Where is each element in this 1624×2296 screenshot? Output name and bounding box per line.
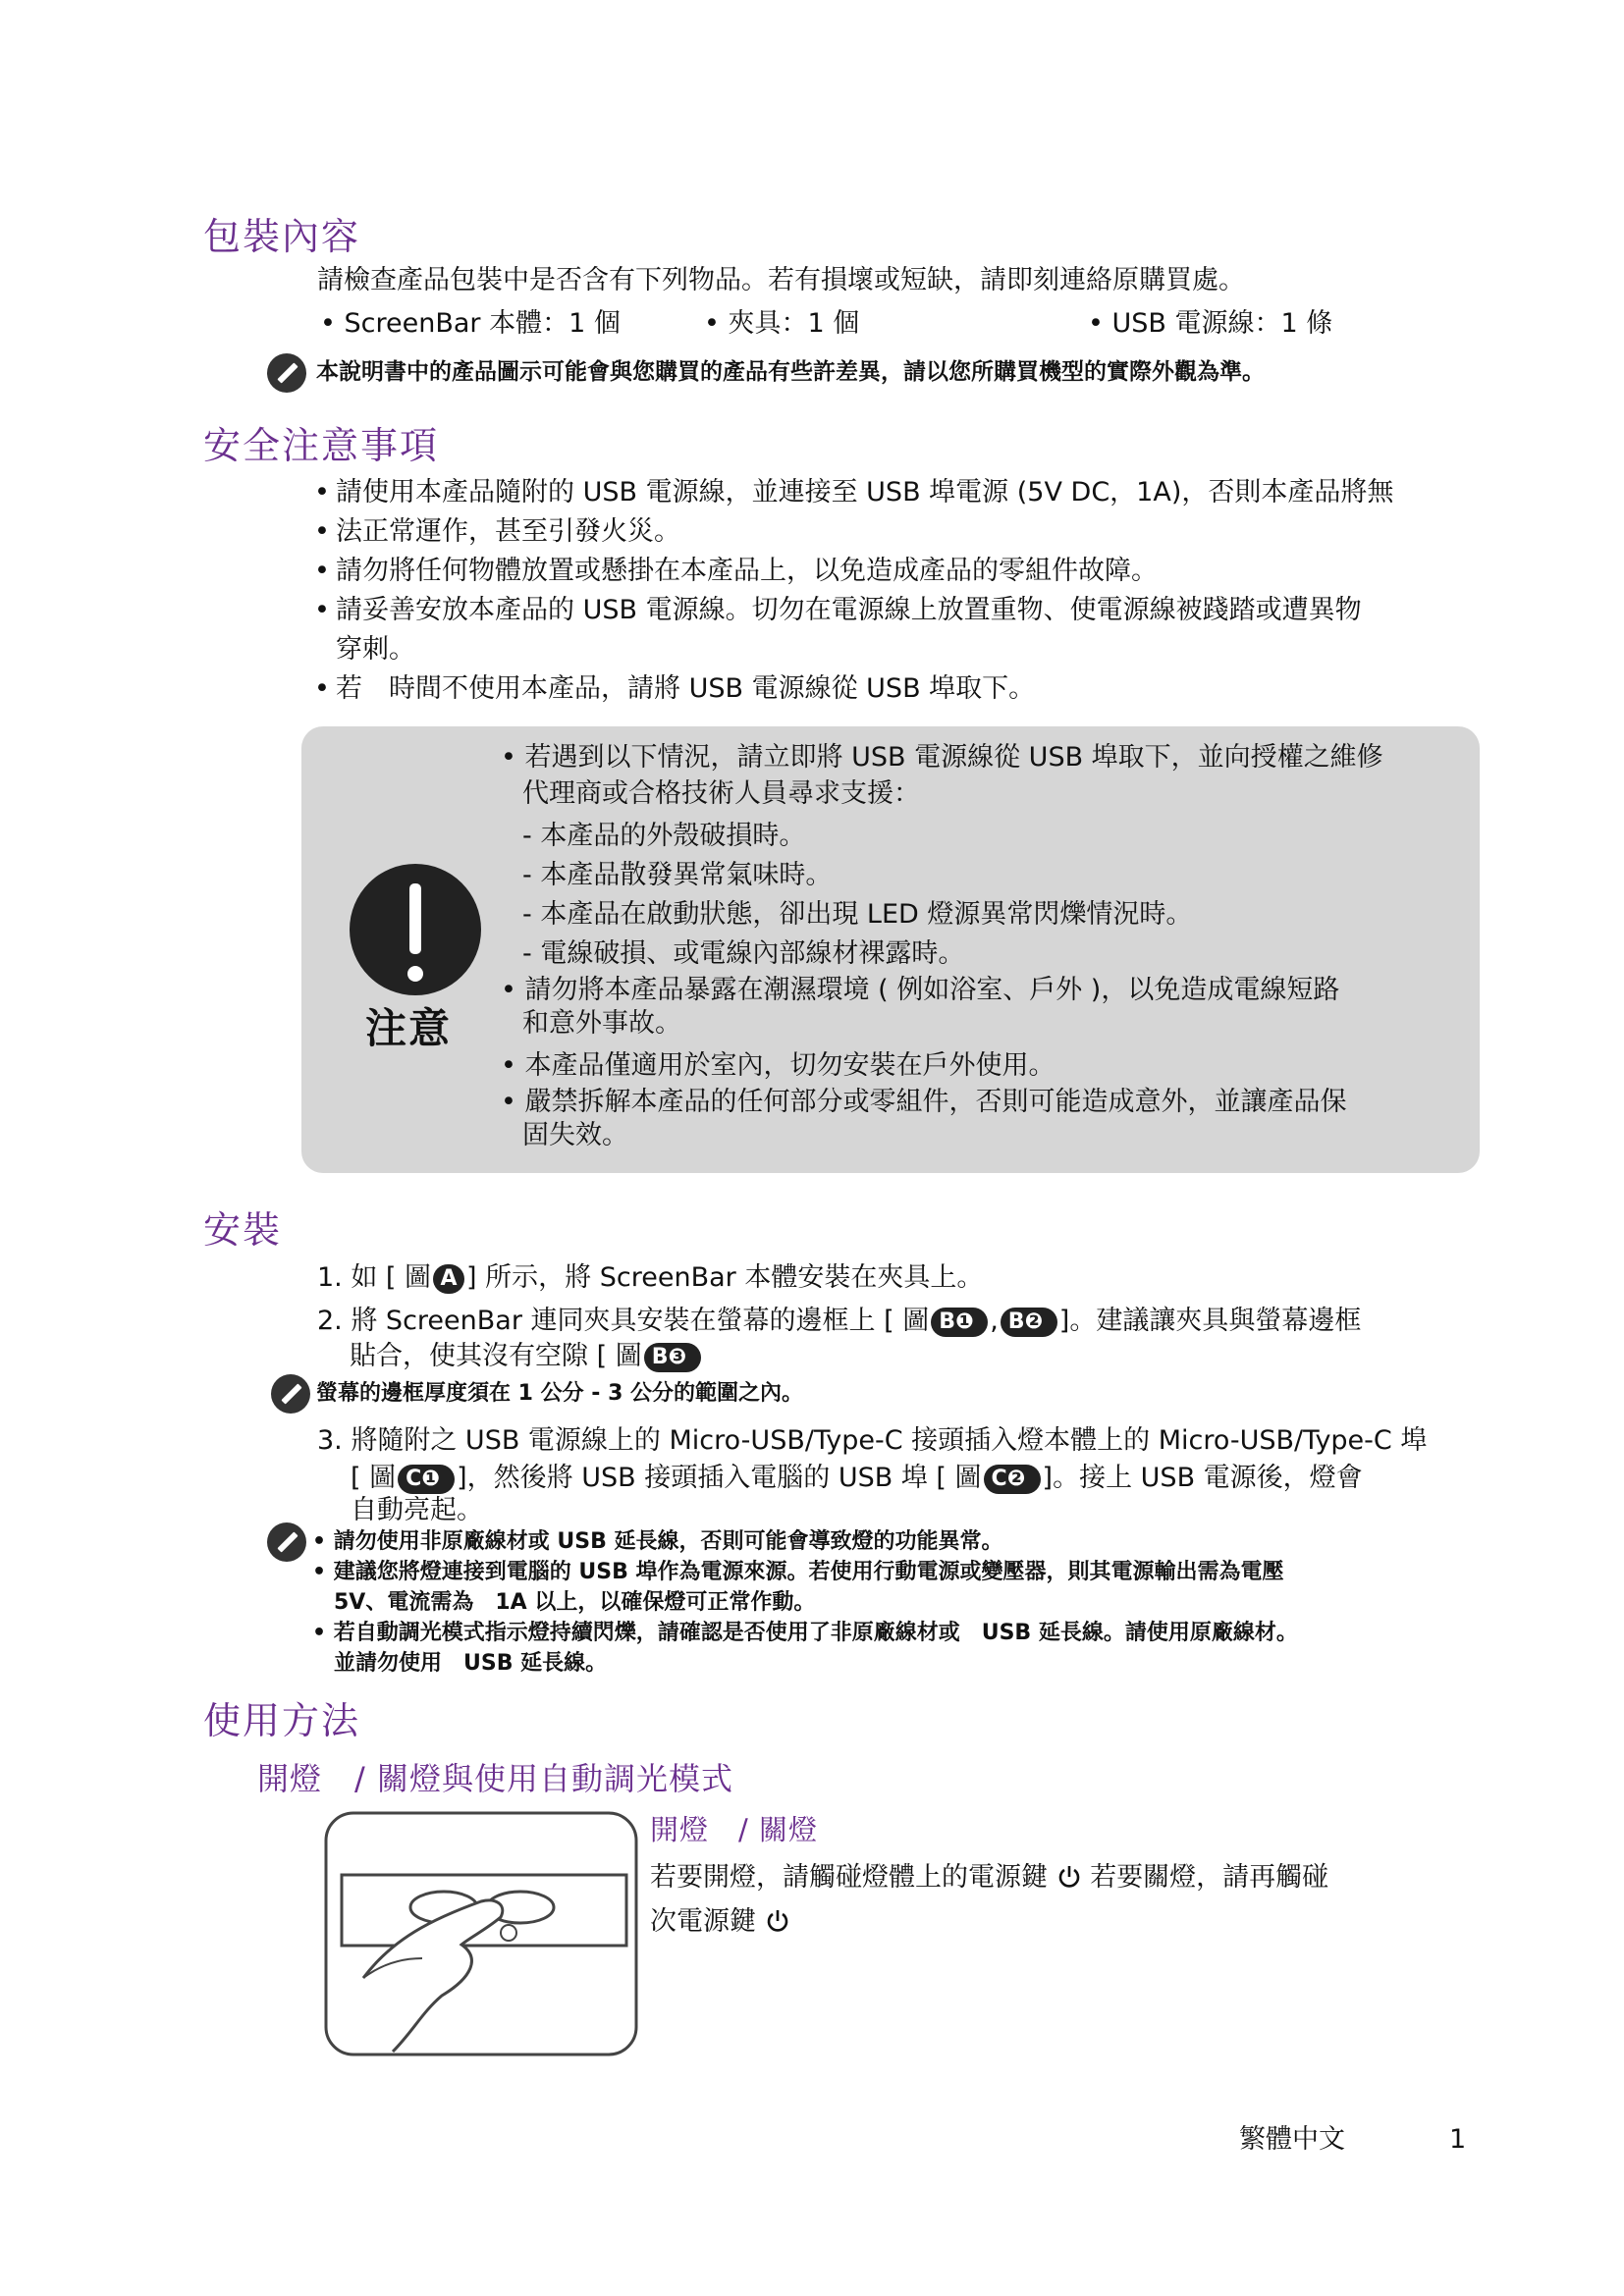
- caution-line-1: • 若遇到以下情況，請立即將 USB 電源線從 USB 埠取下，並向授權之維修: [501, 742, 1383, 773]
- safety-list: [314, 473, 1473, 709]
- caution-text: [501, 738, 1453, 1152]
- figure-b2-badge: B❷: [1001, 1308, 1057, 1337]
- exclamation-dot: [407, 966, 423, 982]
- section-title-package: 包裝內容: [203, 215, 361, 258]
- install-step-2: 2. 將 ScreenBar 連同夾具安裝在螢幕的邊框上 [ 圖 B❶ , B❷ ]。建議讓夾具與螢幕邊框: [317, 1306, 1362, 1336]
- caution-line-8: 和意外事故。: [522, 1008, 681, 1039]
- caution-line-5: - 本產品在啟動狀態，卻出現 LED 燈源異常閃爍情況時。: [522, 899, 1193, 930]
- usage-text-1: 若要開燈，請觸碰燈體上的電源鍵 若要關燈，請再觸碰: [650, 1862, 1329, 1893]
- footer-language: 繁體中文: [1239, 2124, 1345, 2155]
- safety-bullet-3: • 請妥善安放本產品的 USB 電源線。切勿在電源線上放置重物、使電源線被踐踏或遭異物: [314, 595, 1362, 625]
- caution-line-6: - 電線破損、或電線內部線材裸露時。: [522, 938, 965, 969]
- package-note: 本說明書中的產品圖示可能會與您購買的產品有些許差異，請以您所購買機型的實際外觀為準。: [316, 359, 1265, 385]
- usage-subheading: 開燈 / 關燈: [650, 1813, 818, 1846]
- usage-text-2: 次電源鍵: [650, 1902, 790, 1942]
- safety-bullet-1: • 請使用本產品隨附的 USB 電源線，並連接至 USB 埠電源 (5V DC，1A)，否則本產品將無: [314, 477, 1394, 507]
- install-note-2: • 請勿使用非原廠線材或 USB 延長線，否則可能會導致燈的功能異常。: [312, 1529, 1003, 1554]
- install-note-1: 螢幕的邊框厚度須在 1 公分 - 3 公分的範圍之內。: [316, 1381, 804, 1406]
- safety-bullet-4: • 若 時間不使用本產品，請將 USB 電源線從 USB 埠取下。: [314, 673, 1036, 704]
- package-item-3: • USB 電源線：1 條: [1088, 308, 1333, 339]
- caution-line-2: 代理商或合格技術人員尋求支援：: [522, 778, 920, 809]
- page-number: 1: [1449, 2124, 1467, 2155]
- pencil-note-icon-3: [267, 1522, 306, 1562]
- section-title-usage: 使用方法: [203, 1699, 361, 1742]
- caution-line-3: - 本產品的外殼破損時。: [522, 821, 806, 851]
- install-note-4: • 若自動調光模式指示燈持續閃爍，請確認是否使用了非原廠線材或 USB 延長線。請使用原廠線材。: [312, 1621, 1298, 1645]
- figure-c1-badge: C❶: [398, 1465, 455, 1494]
- figure-c2-badge: C❷: [984, 1465, 1041, 1494]
- usage-subtitle: 開燈 / 關燈與使用自動調光模式: [257, 1760, 733, 1797]
- package-intro: 請檢查產品包裝中是否含有下列物品。若有損壞或短缺，請即刻連絡原購買處。: [317, 265, 1245, 295]
- package-item-1: • ScreenBar 本體：1 個: [320, 308, 621, 339]
- caution-line-11: 固失效。: [522, 1120, 628, 1150]
- install-note-3: • 建議您將燈連接到電腦的 USB 埠作為電源來源。若使用行動電源或變壓器，則其電源輸出需為電壓: [312, 1560, 1284, 1584]
- package-item-2: • 夾具：1 個: [704, 308, 860, 339]
- caution-line-10: • 嚴禁拆解本產品的任何部分或零組件，否則可能造成意外，並讓產品保: [501, 1087, 1347, 1117]
- caution-line-9: • 本產品僅適用於室內，切勿安裝在戶外使用。: [501, 1050, 1056, 1081]
- power-button-illustration: [324, 1811, 638, 2056]
- safety-bullet-1b: • 法正常運作，甚至引發火災。: [314, 516, 680, 547]
- install-step-2-cont: 貼合，使其沒有空隙 [ 圖 B❸: [350, 1337, 703, 1376]
- install-step-1: 1. 如 [ 圖 A ] 所示，將 ScreenBar 本體安裝在夾具上。: [317, 1262, 984, 1293]
- pencil-note-icon-2: [271, 1374, 310, 1414]
- section-title-safety: 安全注意事項: [203, 424, 440, 467]
- figure-b1-badge: B❶: [931, 1308, 988, 1337]
- figure-b3-badge: B❸: [644, 1343, 701, 1372]
- section-title-install: 安裝: [203, 1208, 283, 1252]
- exclamation-bar: [409, 883, 421, 954]
- figure-a-badge: A: [433, 1264, 464, 1294]
- caution-line-7: • 請勿將本產品暴露在潮濕環境 ( 例如浴室、戶外 )，以免造成電線短路: [501, 975, 1340, 1005]
- install-note-4b: 並請勿使用 USB 延長線。: [334, 1651, 608, 1676]
- power-icon: [765, 1908, 790, 1934]
- safety-bullet-2: • 請勿將任何物體放置或懸掛在本產品上，以免造成產品的零組件故障。: [314, 556, 1158, 586]
- install-note-3b: 5V、電流需為 1A 以上，以確保燈可正常作動。: [334, 1590, 816, 1615]
- safety-bullet-3b: 穿刺。: [336, 634, 415, 665]
- install-step-3: 3. 將隨附之 USB 電源線上的 Micro-USB/Type-C 接頭插入燈本體上的 Micro-USB/Type-C 埠 [ 圖 C❶ ]，然後將 USB 接頭插入電腦的 USB 埠 [ 圖 C❷ ]。接上 USB 電源後，燈會 自動亮起。: [317, 1425, 1428, 1525]
- caution-label: 注意: [365, 1004, 453, 1052]
- install-notes: [312, 1526, 1490, 1679]
- caution-line-4: - 本產品散發異常氣味時。: [522, 860, 833, 890]
- power-icon: [1056, 1864, 1082, 1890]
- pencil-note-icon: [267, 353, 306, 393]
